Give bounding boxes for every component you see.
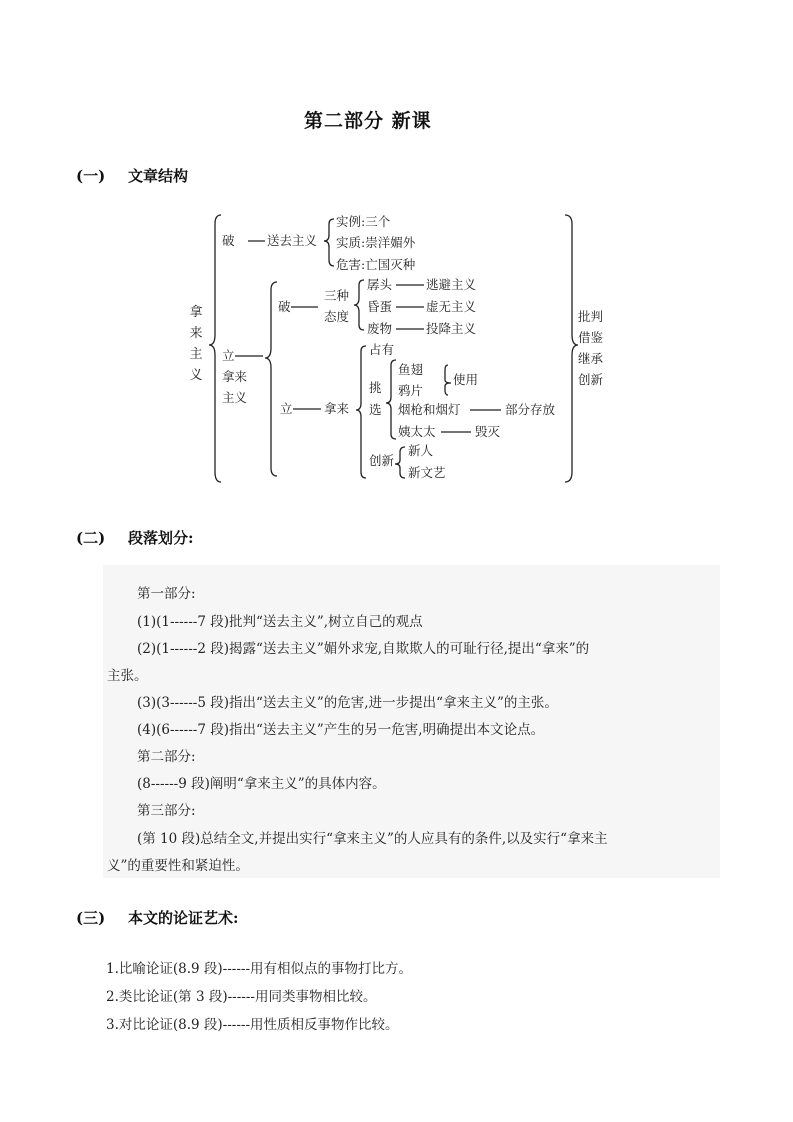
list-item: 3.对比论证(8.9 段)------用性质相反事物作比较。 — [106, 1017, 399, 1033]
songqu-item: 实质:崇洋媚外 — [336, 235, 416, 250]
nalai-label: 拿来 — [324, 401, 350, 416]
attitude-a: 废物 — [367, 321, 393, 336]
yanqiang-label: 烟枪和烟灯 — [398, 402, 461, 417]
list-item: 1.比喻论证(8.9 段)------用有相似点的事物打比方。 — [106, 961, 413, 977]
section-2-title: 段落划分: — [128, 529, 194, 547]
bufen-label: 部分存放 — [505, 402, 556, 417]
right-label: 继承 — [578, 351, 604, 366]
yuchi-label: 鱼翅 — [398, 362, 424, 377]
part-1-label: 第一部分: — [137, 586, 196, 602]
structure-diagram — [189, 210, 610, 495]
huimie-label: 毁灭 — [475, 424, 501, 439]
para-line: (2)(1------2 段)揭露“送去主义”媚外求宠,自欺欺人的可耻行径,提出“拿来”的 — [137, 641, 590, 657]
attitude-a: 昏蛋 — [367, 299, 393, 314]
attitude-b: 投降主义 — [426, 321, 477, 336]
li-sub: 拿来 — [222, 369, 248, 384]
attitudes-label: 态度 — [324, 309, 350, 324]
root-char: 拿 — [189, 305, 203, 320]
section-1-title: 文章结构 — [128, 167, 189, 185]
right-label: 创新 — [578, 372, 604, 387]
right-label: 借鉴 — [578, 330, 604, 345]
para-line: 主张。 — [107, 668, 148, 684]
para-line: (1)(1------7 段)批判“送去主义”,树立自己的观点 — [137, 614, 423, 630]
para-line: (第 10 段)总结全文,并提出实行“拿来主义”的人应具有的条件,以及实行“拿来主 — [137, 831, 608, 847]
yitaitai-label: 姨太太 — [398, 424, 436, 439]
yapian-label: 鸦片 — [398, 383, 424, 398]
part-2-label: 第二部分: — [137, 749, 196, 765]
xinren-label: 新人 — [408, 443, 434, 458]
songqu-item: 实例:三个 — [336, 214, 391, 229]
li-label: 立 — [222, 348, 235, 363]
attitude-b: 虚无主义 — [426, 299, 477, 314]
shiyong-label: 使用 — [453, 372, 479, 387]
attitude-a: 孱头 — [367, 277, 393, 292]
right-label: 批判 — [578, 309, 604, 324]
attitude-b: 逃避主义 — [426, 277, 477, 292]
para-line: (8------9 段)阐明“拿来主义”的具体内容。 — [137, 776, 386, 792]
section-2-number: (二) — [76, 529, 106, 547]
root-char: 主 — [189, 347, 203, 362]
attitudes-label: 三种 — [324, 288, 350, 303]
po2-label: 破 — [278, 299, 291, 314]
paragraph-division-box — [103, 565, 720, 878]
tiaoxuan-label: 选 — [369, 402, 382, 417]
part-3-label: 第三部分: — [137, 803, 196, 819]
para-line: (3)(3------5 段)指出“送去主义”的危害,进一步提出“拿来主义”的主张。 — [137, 695, 558, 711]
xinwenyi-label: 新文艺 — [408, 465, 446, 480]
songqu-item: 危害:亡国灭种 — [336, 257, 416, 272]
section-1-number: (一) — [76, 167, 106, 185]
songqu-label: 送去主义 — [267, 233, 318, 248]
tiaoxuan-label: 挑 — [369, 380, 382, 395]
para-line: 义”的重要性和紧迫性。 — [107, 858, 249, 874]
root-char: 来 — [189, 326, 203, 341]
section-3-title: 本文的论证艺术: — [128, 909, 239, 927]
li2-label: 立 — [280, 401, 293, 416]
para-line: (4)(6------7 段)指出“送去主义”产生的另一危害,明确提出本文论点。 — [137, 722, 545, 738]
po-label: 破 — [222, 233, 235, 248]
list-item: 2.类比论证(第 3 段)------用同类事物相比较。 — [106, 989, 377, 1005]
page-title: 第二部分 新课 — [304, 110, 432, 132]
li-sub: 主义 — [222, 390, 248, 405]
chuangxin-label: 创新 — [369, 453, 395, 468]
section-3-number: (三) — [76, 909, 106, 927]
root-char: 义 — [189, 368, 203, 383]
zhanyou-label: 占有 — [369, 342, 395, 357]
